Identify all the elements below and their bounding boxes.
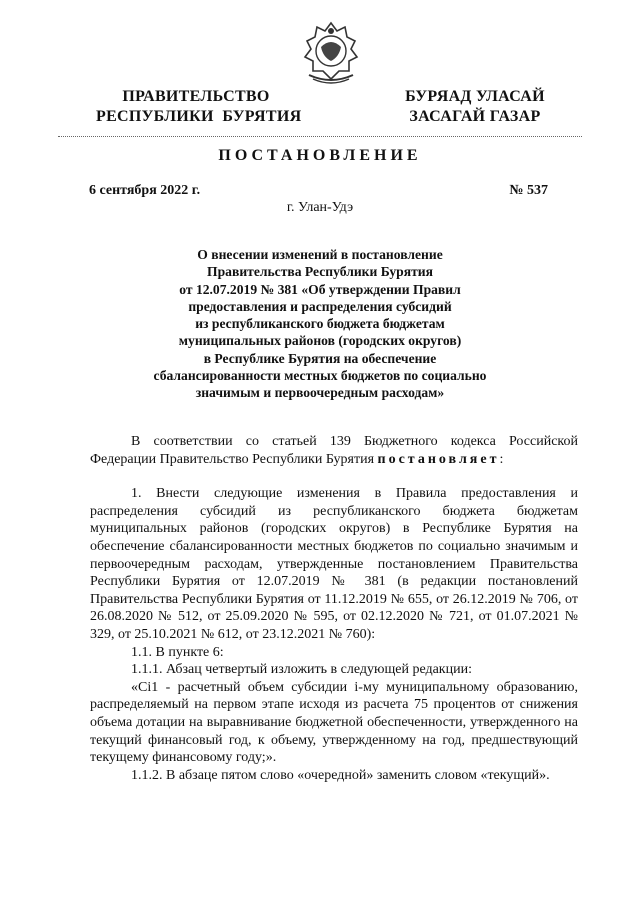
intro-end: : xyxy=(499,451,504,467)
title-line: от 12.07.2019 № 381 «Об утверждении Правил xyxy=(179,281,461,297)
document-body xyxy=(90,433,578,784)
government-name-russian xyxy=(96,87,302,127)
title-line: в Республике Бурятия на обеспечение xyxy=(203,350,437,366)
gov-bua-line-2: ЗАСАГАЙ ГАЗАР xyxy=(409,108,541,125)
document-title xyxy=(120,246,520,402)
intro-emphasis: постановляет xyxy=(377,451,500,467)
title-line: муниципальных районов (городских округов) xyxy=(178,333,462,349)
intro-text: В соответствии со статьей 139 Бюджетного кодекса Российской Федерации Правительство Республики Бурятия xyxy=(90,434,578,467)
coat-of-arms-icon xyxy=(299,21,363,87)
body-paragraph: 1.1. В пункте 6: xyxy=(131,644,224,660)
title-line: сбалансированности местных бюджетов по социально xyxy=(153,368,487,384)
title-line: Правительства Республики Бурятия xyxy=(207,264,433,280)
body-paragraph: 1.1.1. Абзац четвертый изложить в следующей редакции: xyxy=(131,662,472,678)
title-line: значимым и первоочередным расходам» xyxy=(195,385,445,401)
government-name-buryat xyxy=(392,87,558,127)
body-paragraph: 1.1.2. В абзаце пятом слово «очередной» заменить словом «текущий». xyxy=(131,767,550,783)
title-line: О внесении изменений в постановление xyxy=(197,247,443,262)
gov-ru-line-2: РЕСПУБЛИКИ БУРЯТИЯ xyxy=(96,108,302,125)
document-date: 6 сентября 2022 г. xyxy=(89,183,201,198)
document-number: № 537 xyxy=(509,183,548,198)
intro-paragraph xyxy=(90,433,578,468)
document-type: ПОСТАНОВЛЕНИЕ xyxy=(218,147,422,164)
document-city: г. Улан-Удэ xyxy=(286,200,354,215)
gov-bua-line-1: БУРЯАД УЛАСАЙ xyxy=(405,88,545,105)
title-line: из республиканского бюджета бюджетам xyxy=(195,316,445,332)
header-separator xyxy=(58,136,582,137)
gov-ru-line-1: ПРАВИТЕЛЬСТВО xyxy=(122,88,270,105)
body-paragraph: «Ci1 - расчетный объем субсидии i-му муниципальному образованию, распределяемый на первом этапе исходя из расчета 75 процентов от снижения объема дотации на выравнивание бюджетной обеспеченности, утвержденного на текущий финансовый год, к объему, утвержденному на год, предшествующий текущему финансовому году;». xyxy=(90,679,578,766)
title-line: предоставления и распределения субсидий xyxy=(188,298,452,314)
body-paragraph: 1. Внести следующие изменения в Правила предоставления и распределения субсидий из республиканского бюджета бюджетам муниципальных районов (городских округов) в Республике Бурятия на обеспечение сбалансированности местных бюджетов по социально значимым и первоочередным расходам, утвержденные постановлением Правительства Республики Бурятия от 12.07.2019 № 381 (в редакции постановлений Правительства Республики Бурятия от 11.12.2019 № 655, от 26.12.2019 № 706, от 26.08.2020 № 512, от 25.09.2020 № 595, от 02.12.2020 № 721, от 01.07.2021 № 329, от 25.10.2021 № 612, от 23.12.2021 № 760): xyxy=(90,486,578,642)
